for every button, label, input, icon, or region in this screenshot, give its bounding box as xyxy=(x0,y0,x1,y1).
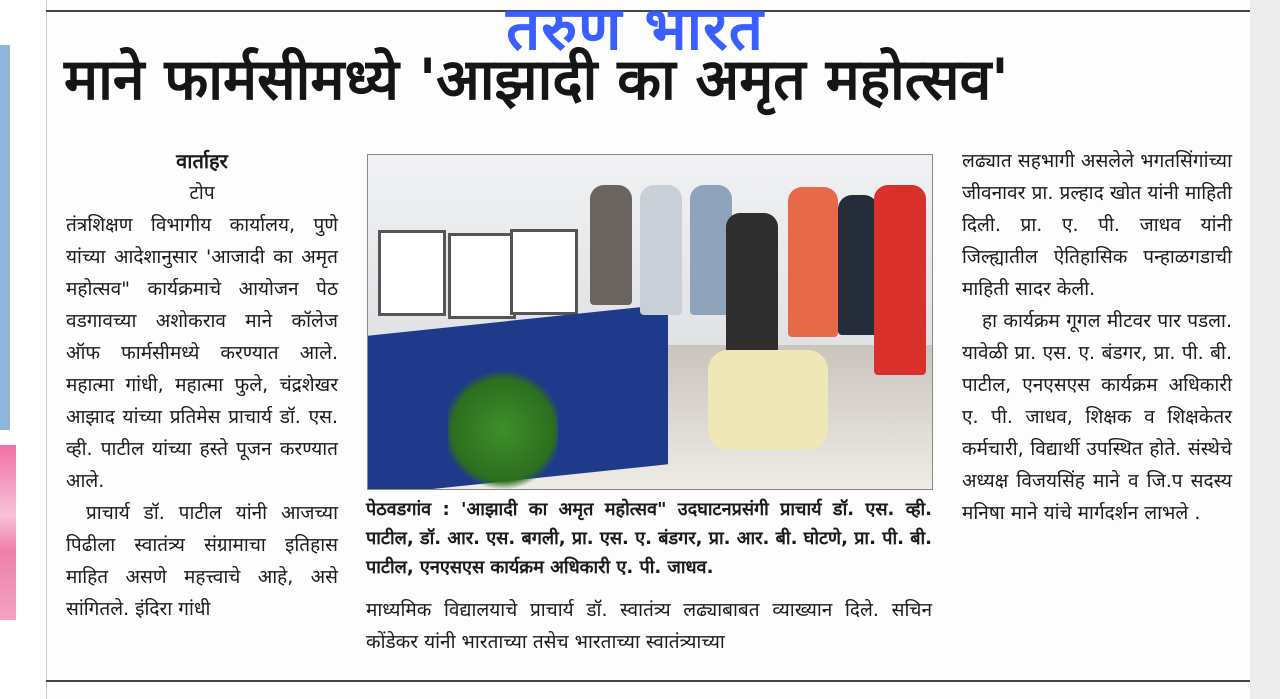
photo-caption: पेठवडगांव : 'आझादी का अमृत महोत्सव" उदघाटनप्रसंगी प्राचार्य डॉ. एस. व्ही. पाटील, डॉ. आर. एस. बगली, प्रा. एस. ए. बंडगर, प्रा. आर. बी. घोटणे, प्रा. पी. बी. पाटील, एनएसएस कार्यक्रम अधिकारी ए. पी. जाधव. xyxy=(366,499,932,578)
paragraph: माध्यमिक विद्यालयाचे प्राचार्य डॉ. स्वातंत्र्य लढ्याबाबत व्याख्यान दिले. सचिन कोंडेकर यांनी भारताच्या तसेच भारताच्या स्वातंत्र्याच्या xyxy=(366,599,932,653)
article-column-3 xyxy=(962,145,1232,529)
article-column-2 xyxy=(366,594,932,658)
article-column-1 xyxy=(66,145,338,625)
page-margin-right xyxy=(1250,0,1280,699)
bottom-rule xyxy=(46,680,1250,682)
portrait-frame xyxy=(378,230,446,316)
dateline-place: टोप xyxy=(189,182,215,204)
article-headline: माने फार्मसीमध्ये 'आझादी का अमृत महोत्सव' xyxy=(64,47,1009,113)
newspaper-masthead: तरुण भारत xyxy=(506,0,764,64)
event-photo xyxy=(367,154,933,490)
paragraph: हा कार्यक्रम गूगल मीटवर पार पडला. यावेळी प्रा. एस. ए. बंडगर, प्रा. पी. बी. पाटील, एनएसएस कार्यक्रम अधिकारी ए. पी. जाधव, शिक्षक व शिक्षकेतर कर्मचारी, विद्यार्थी उपस्थित होते. संस्थेचे अध्यक्ष विजयसिंह माने व जि.प सदस्य मनिषा माने यांचे मार्गदर्शन लाभले . xyxy=(962,310,1232,524)
portrait-frame xyxy=(510,229,578,315)
adjacent-ad-edge xyxy=(0,445,16,620)
person-kneeling xyxy=(708,350,828,450)
paragraph: लढ्यात सहभागी असलेले भगतसिंगांच्या जीवनावर प्रा. प्रल्हाद खोत यांनी माहिती दिली. प्रा. ए. पी. जाधव यांनी जिल्ह्यातील ऐतिहासिक पन्हाळगडाची माहिती सादर केली. xyxy=(962,150,1232,300)
portrait-frame xyxy=(448,233,516,319)
byline: वार्ताहर xyxy=(176,149,228,173)
plant xyxy=(448,365,558,490)
paragraph: प्राचार्य डॉ. पाटील यांनी आजच्या पिढीला स्वातंत्र्य संग्रामाचा इतिहास माहित असणे महत्त्वाचे आहे, असे सांगितले. इंदिरा गांधी xyxy=(66,502,338,620)
adjacent-article-edge xyxy=(0,45,10,430)
paragraph: तंत्रशिक्षण विभागीय कार्यालय, पुणे यांच्या आदेशानुसार 'आजादी का अमृत महोत्सव" कार्यक्रमाचे आयोजन पेठ वडगावच्या अशोकराव माने कॉलेज ऑफ फार्मसीमध्ये करण्यात आले. महात्मा गांधी, महात्मा फुले, चंद्रशेखर आझाद यांच्या प्रतिमेस प्राचार्य डॉ. एस. व्ही. पाटील यांच्या हस्ते पूजन करण्यात आले. xyxy=(66,214,338,492)
